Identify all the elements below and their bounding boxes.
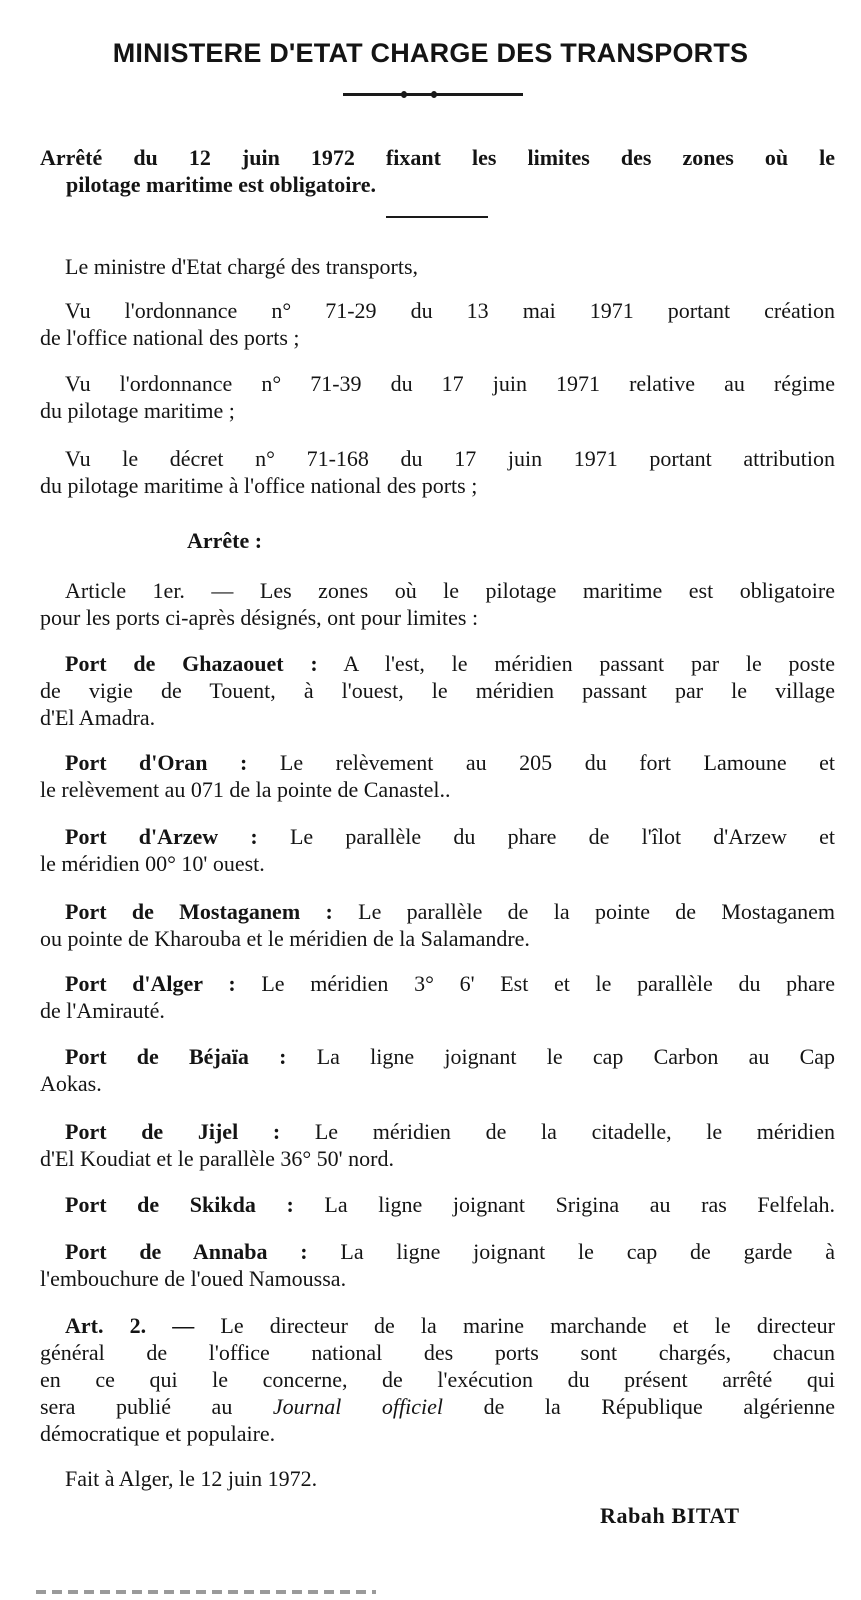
article-2-line: démocratique et populaire.: [40, 1421, 276, 1446]
port-text: A l'est, le méridien passant par le poste: [343, 651, 835, 676]
vu-paragraph-2: [40, 370, 835, 424]
port-text: Le parallèle du phare de l'îlot d'Arzew et: [289, 824, 835, 849]
port-line: de l'Amirauté.: [40, 998, 165, 1023]
port-name: Port de Béjaïa :: [65, 1044, 287, 1069]
article-2-label: Art. 2. —: [65, 1313, 195, 1338]
article-2-line: en ce qui le concerne, de l'exécution du présent arrêté qui: [40, 1367, 835, 1392]
article-2-line: [40, 1312, 835, 1339]
port-text: Le relèvement au 205 du fort Lamoune et: [279, 750, 835, 775]
arrete-title-line: pilotage maritime est obligatoire.: [66, 172, 376, 197]
port-line: ou pointe de Kharouba et le méridien de la Salamandre.: [40, 926, 530, 951]
arrete-title-line: Arrêté du 12 juin 1972 fixant les limites des zones où le: [40, 145, 835, 170]
port-text: Le parallèle de la pointe de Mostaganem: [358, 899, 835, 924]
port-paragraph: [40, 1118, 835, 1172]
journal-officiel: Journal officiel: [272, 1394, 444, 1419]
port-line: [40, 650, 835, 677]
arrete-title: [40, 144, 835, 198]
port-paragraph: [40, 749, 835, 803]
port-text: La ligne joignant Srigina au ras Felfelah.: [324, 1192, 835, 1217]
article-2-line: [40, 1393, 835, 1420]
article-1-line: pour les ports ci-après désignés, ont pour limites :: [40, 605, 479, 630]
vu-line: Vu l'ordonnance n° 71-39 du 17 juin 1971 relative au régime: [65, 371, 835, 396]
port-line: [40, 898, 835, 925]
vu-line: de l'office national des ports ;: [40, 325, 300, 350]
section-divider: [386, 216, 488, 218]
article-2-text: Le directeur de la marine marchande et le directeur: [220, 1313, 835, 1338]
fait-paragraph: [40, 1465, 835, 1492]
port-line: [40, 749, 835, 776]
port-name: Port d'Arzew :: [65, 824, 258, 849]
port-paragraph: [40, 898, 835, 952]
port-name: Port d'Oran :: [65, 750, 248, 775]
port-paragraph: [40, 650, 835, 731]
port-text: La ligne joignant le cap Carbon au Cap: [316, 1044, 836, 1069]
port-text: Le méridien de la citadelle, le méridien: [314, 1119, 835, 1144]
page-edge-trace: [36, 1590, 376, 1594]
vu-line: du pilotage maritime ;: [40, 398, 235, 423]
fait-line: Fait à Alger, le 12 juin 1972.: [65, 1466, 318, 1491]
port-name: Port de Mostaganem :: [65, 899, 333, 924]
port-line: de vigie de Touent, à l'ouest, le méridien passant par le village: [40, 678, 835, 703]
port-text: Le méridien 3° 6' Est et le parallèle du phare: [261, 971, 835, 996]
arrete-label: Arrête :: [187, 528, 263, 553]
port-line: d'El Amadra.: [40, 705, 156, 730]
divider-dot: [431, 91, 437, 98]
vu-line: du pilotage maritime à l'office national des ports ;: [40, 473, 478, 498]
port-paragraph: [40, 1043, 835, 1097]
article-2: [40, 1312, 835, 1447]
port-line: [40, 823, 835, 850]
port-line: [40, 1043, 835, 1070]
port-name: Port de Skikda :: [65, 1192, 294, 1217]
intro-line: Le ministre d'Etat chargé des transports,: [65, 254, 419, 279]
port-line: le méridien 00° 10' ouest.: [40, 851, 265, 876]
port-text: La ligne joignant le cap de garde à: [340, 1239, 835, 1264]
article-2-text: de la République algérienne: [483, 1394, 836, 1419]
signature: Rabah BITAT: [600, 1503, 740, 1528]
port-paragraph: [40, 970, 835, 1024]
vu-line: Vu le décret n° 71-168 du 17 juin 1971 portant attribution: [65, 446, 835, 471]
port-paragraph: [40, 1238, 835, 1292]
port-paragraph: [40, 823, 835, 877]
port-line: [40, 1118, 835, 1145]
port-paragraph: [40, 1191, 835, 1218]
port-line: l'embouchure de l'oued Namoussa.: [40, 1266, 347, 1291]
port-name: Port de Annaba :: [65, 1239, 308, 1264]
article-1-line: Article 1er. — Les zones où le pilotage maritime est obligatoire: [65, 578, 835, 603]
port-name: Port de Ghazaouet :: [65, 651, 318, 676]
vu-line: Vu l'ordonnance n° 71-29 du 13 mai 1971 portant création: [65, 298, 835, 323]
article-2-text: sera publié au: [40, 1394, 233, 1419]
divider-dot: [401, 91, 407, 98]
ministry-heading: MINISTERE D'ETAT CHARGE DES TRANSPORTS: [112, 38, 749, 68]
port-line: [40, 1191, 835, 1218]
ornamental-divider: [343, 93, 523, 96]
port-name: Port d'Alger :: [65, 971, 236, 996]
port-line: [40, 970, 835, 997]
article-1: [40, 577, 835, 631]
intro-paragraph: [40, 253, 835, 280]
port-line: Aokas.: [40, 1071, 102, 1096]
port-line: d'El Koudiat et le parallèle 36° 50' nord.: [40, 1146, 394, 1171]
vu-paragraph-1: [40, 297, 835, 351]
article-2-line: général de l'office national des ports sont chargés, chacun: [40, 1340, 835, 1365]
vu-paragraph-3: [40, 445, 835, 499]
port-line: [40, 1238, 835, 1265]
port-name: Port de Jijel :: [65, 1119, 281, 1144]
port-line: le relèvement au 071 de la pointe de Canastel..: [40, 777, 451, 802]
